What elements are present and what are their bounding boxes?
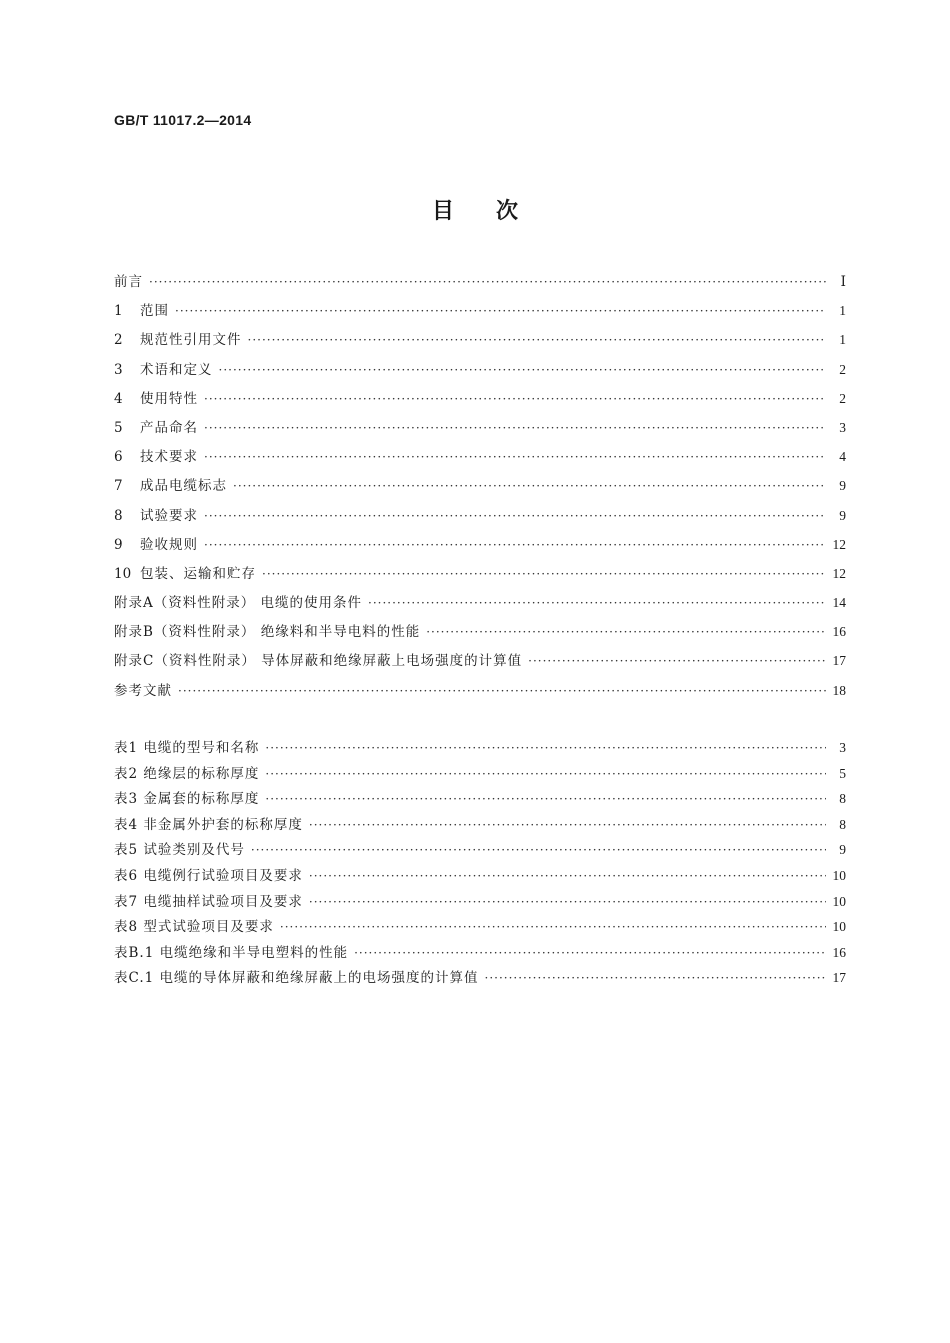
table-entry-label: 表8 型式试验项目及要求 [114,919,274,936]
toc-entry-page: 18 [832,682,846,698]
toc-entry-annex-b[interactable] [114,620,846,649]
table-entry[interactable] [114,941,846,967]
table-entry-label: 表B.1 电缆绝缘和半导电塑料的性能 [114,944,349,961]
dot-leader [265,767,826,781]
table-entry[interactable] [114,915,846,941]
table-entry-label: 表2 绝缘层的标称厚度 [114,765,260,782]
toc-entry-number: 1 [114,303,123,320]
table-list [114,736,846,992]
toc-entry-number: 10 [114,565,132,582]
toc-entry-page: Ⅰ [840,274,846,289]
toc-entry-page: 9 [839,507,846,523]
dot-leader [280,920,826,934]
dot-leader [265,741,826,755]
dot-leader [528,654,826,668]
dot-leader [204,509,826,523]
toc-entry-number: 5 [114,419,123,436]
toc-entry-page: 17 [832,653,846,669]
dot-leader [178,684,826,698]
toc-entry-7[interactable] [114,474,846,503]
toc-entry-number: 7 [114,478,123,495]
table-entry-page: 9 [839,842,846,858]
table-entry[interactable] [114,890,846,916]
toc-entry-page: 12 [832,536,846,552]
toc-entry-label: 参考文献 [114,682,172,699]
table-entry-page: 8 [839,791,846,807]
table-entry-page: 16 [832,944,846,960]
toc-entry-4[interactable] [114,387,846,416]
standard-code: GB/T 11017.2—2014 [114,112,252,128]
toc-entry-label: 前言 [114,274,143,290]
toc-entry-page: 16 [832,624,846,640]
toc-entry-annex-a[interactable] [114,591,846,620]
dot-leader [149,275,826,289]
toc-list [114,270,846,708]
dot-leader [204,392,826,406]
dot-leader [204,538,826,552]
toc-entry-foreword[interactable] [114,270,846,299]
dot-leader [485,971,826,985]
table-entry[interactable] [114,813,846,839]
dot-leader [175,304,826,318]
toc-entry-number: 9 [114,536,123,553]
table-entry[interactable] [114,787,846,813]
table-entry[interactable] [114,736,846,762]
toc-entry-8[interactable] [114,504,846,533]
table-entry[interactable] [114,838,846,864]
table-entry-page: 10 [832,867,846,883]
toc-entry-page: 4 [839,449,846,465]
dot-leader [248,333,827,347]
table-entry-label: 表7 电缆抽样试验项目及要求 [114,893,303,910]
toc-entry-label: 规范性引用文件 [140,332,242,349]
toc-entry-label: 验收规则 [140,536,198,553]
toc-entry-label: 试验要求 [140,507,198,524]
toc-entry-number: 3 [114,361,123,378]
toc-entry-number: 4 [114,390,123,407]
table-entry-label: 表3 金属套的标称厚度 [114,791,260,808]
toc-entry-2[interactable] [114,328,846,357]
page-title: 目次 [431,199,560,224]
dot-leader [204,421,826,435]
table-entry-label: 表4 非金属外护套的标称厚度 [114,816,303,833]
dot-leader [251,843,826,857]
dot-leader [309,818,826,832]
toc-entry-6[interactable] [114,445,846,474]
table-entry[interactable] [114,762,846,788]
table-entry-label: 表5 试验类别及代号 [114,842,245,859]
toc-entry-label: 产品命名 [140,419,198,436]
table-entry[interactable] [114,864,846,890]
toc-entry-9[interactable] [114,533,846,562]
toc-entry-bibliography[interactable] [114,679,846,708]
toc-entry-label: 附录A（资料性附录） 电缆的使用条件 [114,595,363,612]
dot-leader [368,596,826,610]
table-entry-label: 表1 电缆的型号和名称 [114,740,260,756]
toc-entry-page: 12 [832,565,846,581]
toc-entry-label: 成品电缆标志 [140,478,227,495]
toc-entry-label: 技术要求 [140,449,198,466]
dot-leader [219,363,827,377]
table-entry-page: 5 [839,765,846,781]
table-entry-page: 10 [832,919,846,935]
table-entry[interactable] [114,966,846,992]
toc-entry-page: 1 [839,303,846,319]
toc-entry-page: 2 [839,361,846,377]
toc-entry-1[interactable] [114,299,846,328]
dot-leader [262,567,826,581]
toc-entry-3[interactable] [114,358,846,387]
dot-leader [309,895,826,909]
toc-entry-page: 3 [839,419,846,435]
dot-leader [354,946,826,960]
toc-entry-number: 2 [114,332,123,349]
table-entry-page: 8 [839,816,846,832]
toc-entry-5[interactable] [114,416,846,445]
toc-entry-number: 8 [114,507,123,524]
toc-entry-label: 使用特性 [140,390,198,407]
toc-entry-page: 14 [832,595,846,611]
table-entry-page: 3 [839,740,846,755]
toc-entry-label: 包装、运输和贮存 [140,565,256,582]
toc-entry-page: 1 [839,332,846,348]
table-entry-page: 17 [832,970,846,986]
table-entry-label: 表C.1 电缆的导体屏蔽和绝缘屏蔽上的电场强度的计算值 [114,970,479,987]
toc-entry-number: 6 [114,449,123,466]
dot-leader [204,450,826,464]
toc-entry-page: 9 [839,478,846,494]
dot-leader [426,625,826,639]
dot-leader [265,792,826,806]
toc-entry-label: 范围 [140,303,169,320]
dot-leader [309,869,826,883]
toc-entry-label: 术语和定义 [140,361,213,378]
toc-entry-page: 2 [839,390,846,406]
dot-leader [233,479,826,493]
toc-entry-label: 附录C（资料性附录） 导体屏蔽和绝缘屏蔽上电场强度的计算值 [114,653,523,670]
table-entry-label: 表6 电缆例行试验项目及要求 [114,867,303,884]
toc-entry-10[interactable] [114,562,846,591]
toc-entry-annex-c[interactable] [114,649,846,678]
table-entry-page: 10 [832,893,846,909]
toc-entry-label: 附录B（资料性附录） 绝缘料和半导电料的性能 [114,624,421,641]
